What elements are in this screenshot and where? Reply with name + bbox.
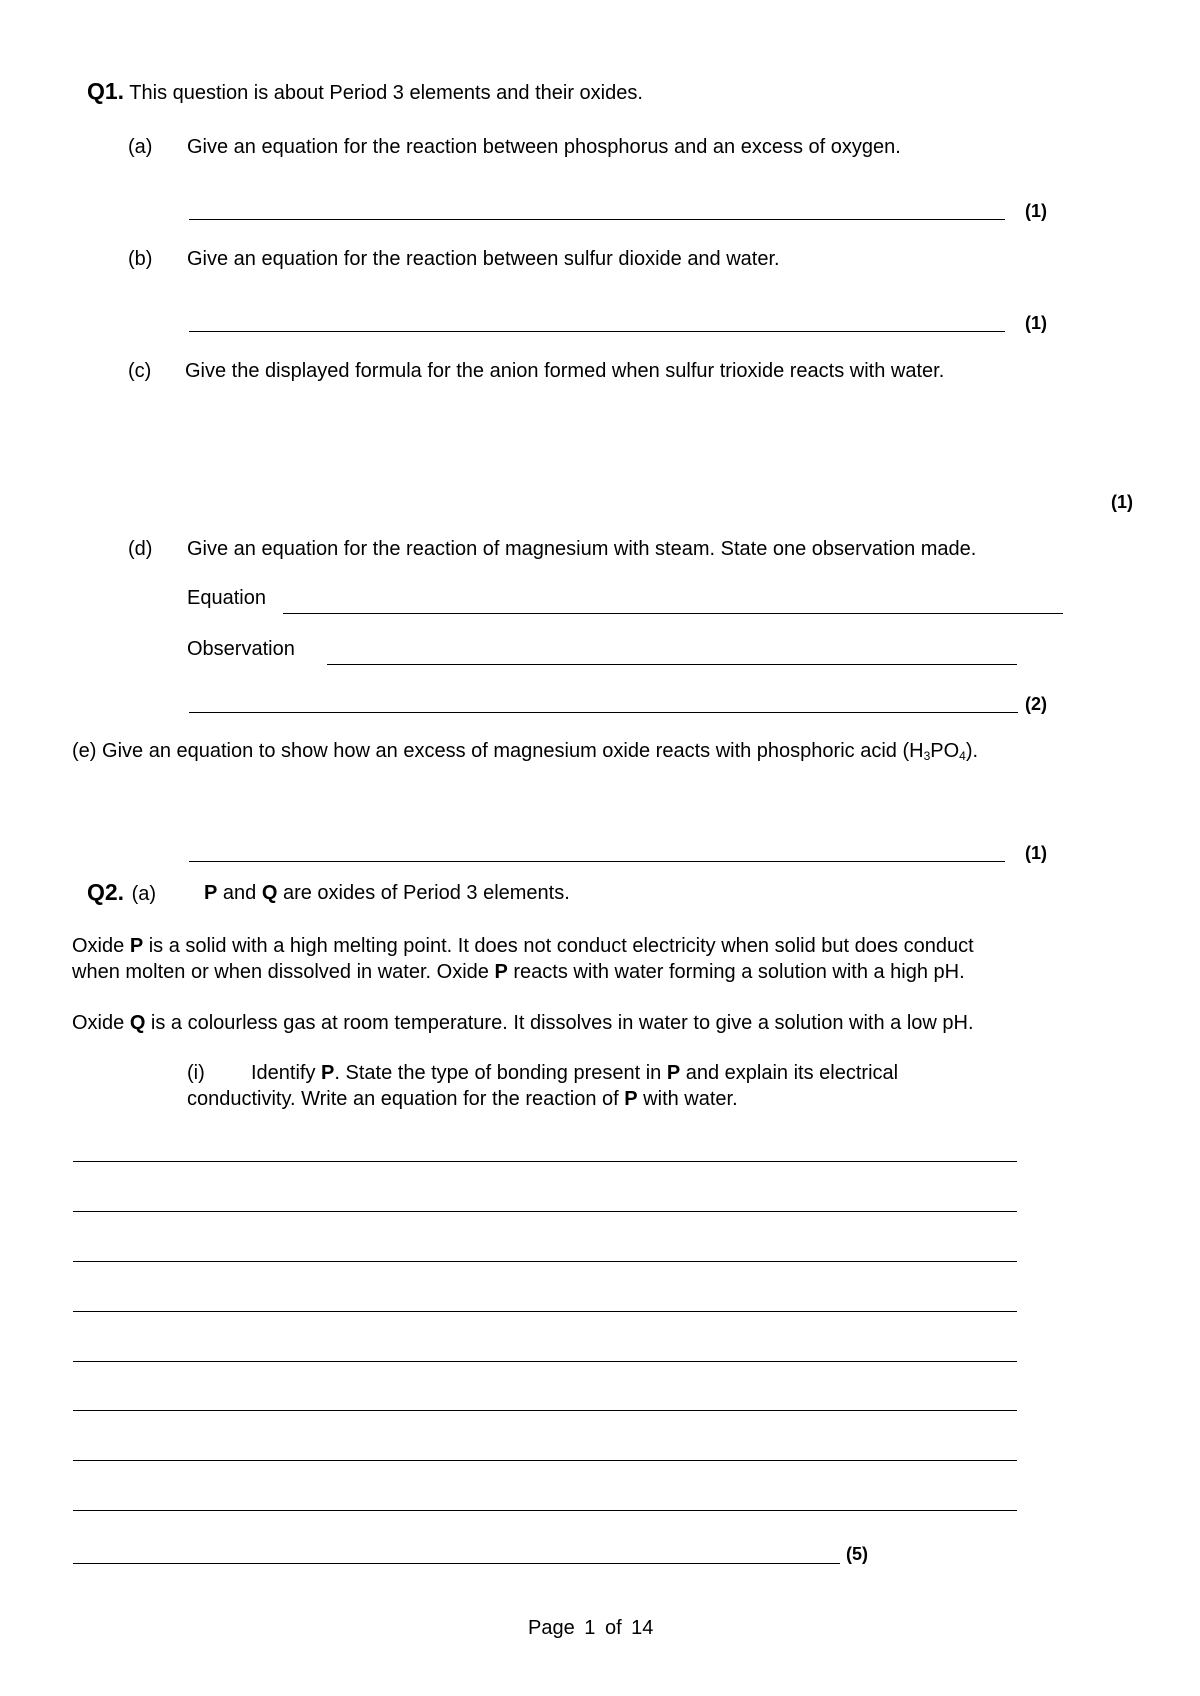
q2-para1-line2 — [72, 961, 965, 984]
q2i-answer-line[interactable] — [73, 1161, 1017, 1162]
q1d-equation-line[interactable] — [283, 613, 1063, 614]
q1-intro: This question is about Period 3 elements and their oxides. — [129, 82, 643, 104]
q2a-text — [204, 882, 570, 905]
q2a-and: and — [217, 882, 262, 904]
q2i-line2-start: conductivity. Write an equation for the reaction of — [187, 1088, 625, 1110]
q2i-answer-line-last[interactable] — [73, 1563, 840, 1564]
q2i-line1-start: Identify — [251, 1062, 322, 1084]
q1-header — [87, 78, 643, 105]
q1c-text: Give the displayed formula for the anion formed when sulfur trioxide reacts with water. — [185, 360, 945, 382]
q2i-answer-line[interactable] — [73, 1311, 1017, 1312]
q1e-sub2: 4 — [959, 749, 966, 763]
q2i-P2: P — [666, 1062, 681, 1084]
q1e-marks: (1) — [1025, 843, 1047, 863]
q2-para1-P: P — [129, 935, 144, 957]
q2i-answer-line[interactable] — [73, 1410, 1017, 1411]
q2-para1-line2-end: reacts with water forming a solution with a high pH. — [507, 961, 965, 983]
q1a-text: Give an equation for the reaction between phosphorus and an excess of oxygen. — [187, 136, 901, 158]
q2i-label: (i) — [187, 1062, 205, 1084]
q2i-line1-end: and explain its electrical — [680, 1062, 899, 1084]
q1b-label: (b) — [128, 248, 153, 270]
q1d-observation-line-2[interactable] — [189, 712, 1018, 713]
q2-para2-start: Oxide — [72, 1012, 130, 1034]
q2i-P: P — [321, 1062, 335, 1084]
q1e-text-mid: PO — [930, 740, 960, 762]
q1a-marks: (1) — [1025, 201, 1047, 221]
q1-number: Q1. — [87, 78, 125, 104]
q2-para1-line1-start: Oxide — [72, 935, 130, 957]
q2i-marks: (5) — [846, 1544, 868, 1564]
q2-para1-line1 — [72, 935, 974, 958]
q1a-label: (a) — [128, 136, 153, 158]
q1d-label: (d) — [128, 538, 153, 560]
q2a-P: P — [204, 882, 218, 904]
q2i-answer-line[interactable] — [73, 1361, 1017, 1362]
q1e-text-start: Give an equation to show how an excess of magnesium oxide reacts with phosphoric acid (H — [102, 740, 924, 762]
q2i-line2-end: with water. — [637, 1088, 738, 1110]
q1e-question — [72, 740, 978, 763]
q1d-observation-label: Observation — [187, 638, 295, 660]
q2-para1-line1-end: is a solid with a high melting point. It does not conduct electricity when solid but does conduct — [143, 935, 974, 957]
q1b-marks: (1) — [1025, 313, 1047, 333]
q1b-text: Give an equation for the reaction between sulfur dioxide and water. — [187, 248, 780, 270]
q2-header — [87, 879, 156, 906]
q1a-answer-line[interactable] — [189, 219, 1005, 220]
q2i-answer-line[interactable] — [73, 1510, 1017, 1511]
q1b-answer-line[interactable] — [189, 331, 1005, 332]
q1c-label: (c) — [128, 360, 152, 382]
q2-para2 — [72, 1012, 974, 1035]
q2i-answer-line[interactable] — [73, 1460, 1017, 1461]
q2a-Q: Q — [261, 882, 278, 904]
q1c-answer-space[interactable] — [185, 395, 1085, 490]
q1d-text: Give an equation for the reaction of magnesium with steam. State one observation made. — [187, 538, 977, 560]
q2i-line1-mid: . State the type of bonding present in — [334, 1062, 667, 1084]
page-number: Page 1 of 14 — [528, 1617, 654, 1639]
q1e-sub1: 3 — [923, 749, 931, 763]
q2-number: Q2. — [87, 879, 125, 905]
q1d-marks: (2) — [1025, 694, 1047, 714]
q2-para2-end: is a colourless gas at room temperature. It dissolves in water to give a solution with a low pH. — [145, 1012, 974, 1034]
q2-para1-line2-start: when molten or when dissolved in water. Oxide — [72, 961, 495, 983]
q1e-answer-line[interactable] — [189, 861, 1005, 862]
q2i-P3: P — [624, 1088, 638, 1110]
q2-para2-Q: Q — [129, 1012, 146, 1034]
q2a-label: (a) — [131, 883, 157, 905]
q1e-text-end: ). — [965, 740, 979, 762]
q2a-rest: are oxides of Period 3 elements. — [277, 882, 570, 904]
q2i-answer-line[interactable] — [73, 1261, 1017, 1262]
q1d-equation-label: Equation — [187, 587, 266, 609]
q2i-line1 — [251, 1062, 898, 1085]
q2i-line2 — [187, 1088, 738, 1111]
q1e-label: (e) — [72, 740, 97, 762]
q1c-marks: (1) — [1111, 492, 1133, 512]
q1d-observation-line[interactable] — [327, 664, 1017, 665]
q2i-answer-line[interactable] — [73, 1211, 1017, 1212]
q2-para1-P2: P — [494, 961, 508, 983]
